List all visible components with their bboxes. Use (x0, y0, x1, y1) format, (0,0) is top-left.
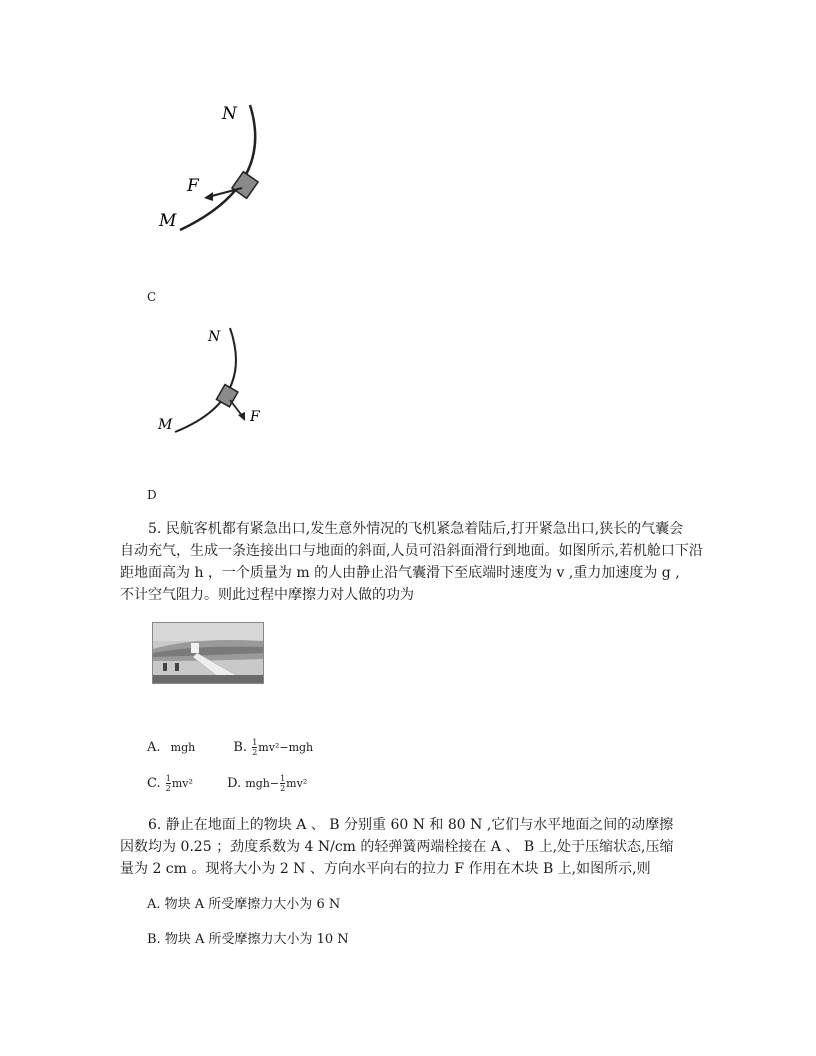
q6-option-b: B. 物块 A 所受摩擦力大小为 10 N (147, 932, 349, 947)
airplane-image (153, 623, 263, 683)
label-m: M (159, 211, 177, 231)
curve-path (175, 328, 236, 432)
arrowhead (204, 192, 213, 201)
block (232, 172, 258, 199)
fraction-numerator: 1 (252, 738, 258, 747)
fraction-numerator: 1 (165, 774, 171, 783)
fraction-denominator: 2 (280, 784, 286, 793)
q5-line-4: 不计空气阻力。则此过程中摩擦力对人做的功为 (120, 587, 414, 603)
label-m: M (158, 417, 173, 433)
q5-line-3: 距地面高为 h ，一个质量为 m 的人由静止沿气囊滑下至底端时速度为 v ,重力加速度为 g , (120, 565, 680, 581)
option-a-value: mgh (170, 741, 196, 754)
label-f: F (250, 409, 260, 425)
q6-line-3: 量为 2 cm 。现将大小为 2 N 、方向水平向右的拉力 F 作用在木块 B 上,如图所示,则 (120, 861, 651, 877)
option-c-value: mv² (171, 777, 193, 790)
question-6-text (120, 814, 700, 880)
curve-path (180, 105, 255, 230)
q5-options-row-2 (147, 774, 307, 793)
q5-options-row-1 (147, 738, 313, 757)
option-c-prefix: C. (147, 776, 161, 791)
arrowhead (238, 412, 245, 421)
fraction-denominator: 2 (252, 748, 258, 757)
question-5-text (120, 518, 703, 606)
option-b-fraction (252, 738, 257, 757)
option-d-value-rest: mv² (286, 777, 308, 790)
q6-line-2: 因数均为 0.25 ；劲度系数为 4 N/cm 的轻弹簧两端栓接在 A 、 B 上,处于压缩状态,压缩 (120, 839, 674, 855)
option-c-fraction (166, 774, 171, 793)
option-b-prefix: B. (233, 740, 248, 755)
label-n: N (208, 329, 221, 345)
option-d-fraction (280, 774, 285, 793)
option-a-prefix: A. (147, 740, 161, 755)
label-n: N (222, 104, 237, 124)
option-b-value: mv²−mgh (258, 741, 314, 754)
option-d-value-first: mgh− (245, 777, 280, 790)
figure-c-diagram (150, 95, 280, 240)
q5-line-1: 5. 民航客机都有紧急出口,发生意外情况的飞机紧急着陆后,打开紧急出口,狭长的气囊会 (148, 521, 684, 537)
label-f: F (187, 176, 199, 196)
option-d-label: D (147, 488, 157, 502)
figure-d-diagram (150, 320, 275, 440)
force-arrow (208, 188, 242, 197)
q6-line-1: 6. 静止在地面上的物块 A 、 B 分别重 60 N 和 80 N ,它们与水平地面之间的动摩擦 (148, 817, 674, 833)
q5-line-2: 自动充气，生成一条连接出口与地面的斜面,人员可沿斜面滑行到地面。如图所示,若机舱口下沿 (120, 543, 703, 559)
airplane-slide-photo (152, 622, 264, 684)
fraction-numerator: 1 (280, 774, 286, 783)
option-c-label: C (147, 290, 157, 304)
fraction-denominator: 2 (165, 784, 171, 793)
q6-option-a: A. 物块 A 所受摩擦力大小为 6 N (147, 897, 341, 912)
option-d-prefix: D. (227, 776, 242, 791)
